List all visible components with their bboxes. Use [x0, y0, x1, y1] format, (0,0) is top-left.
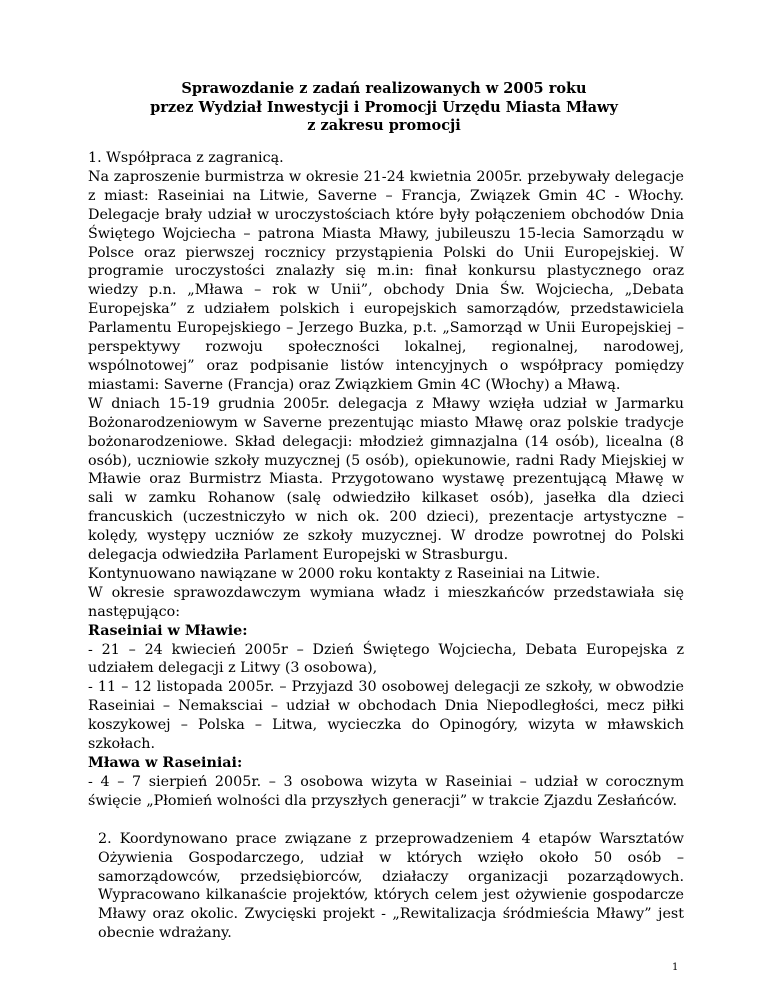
subheading-mlawa-in-raseiniai: Mława w Raseiniai:	[88, 755, 243, 771]
paragraph-exchange-intro: W okresie sprawozdawczym wymiana władz i mieszkańców przedstawiała się następująco:	[88, 584, 684, 620]
document-title	[0, 80, 768, 136]
title-line-2: przez Wydział Inwestycji i Promocji Urzędu Miasta Mławy	[150, 98, 618, 116]
page-number: 1	[672, 962, 679, 973]
document-body	[88, 149, 684, 943]
spacer	[88, 811, 684, 830]
subheading-raseiniai-in-mlawa: Raseiniai w Mławie:	[88, 622, 248, 639]
title-line-3: z zakresu promocji	[307, 117, 461, 134]
section-1-heading: 1. Współpraca z zagranicą.	[88, 150, 284, 166]
exchange-item-3: - 4 – 7 sierpień 2005r. – 3 osobowa wizyta w Raseiniai – udział w corocznym święcie „Płomień wolności dla przyszłych generacji” w trakcie Zjazdu Zesłańców.	[88, 773, 684, 809]
title-line-1: Sprawozdanie z zadań realizowanych w 2005 roku	[181, 80, 587, 97]
exchange-item-1: - 21 – 24 kwiecień 2005r – Dzień Świętego Wojciecha, Debata Europejska z udziałem delegacji z Litwy (3 osobowa),	[88, 641, 684, 677]
paragraph-raseiniai-contacts: Kontynuowano nawiązane w 2000 roku kontakty z Raseiniai na Litwie.	[88, 565, 601, 582]
paragraph-christmas-fair: W dniach 15-19 grudnia 2005r. delegacja z Mławy wzięła udział w Jarmarku Bożonarodzeniowym w Saverne prezentując miasto Mławę oraz polskie tradycje bożonarodzeniowe. Skład delegacji: młodzież gimnazjalna (14 osób), licealna (8 osób), uczniowie szkoły muzycznej (5 osób), opiekunowie, radni Rady Miejskiej w Mławie oraz Burmistrz Miasta. Przygotowano wystawę prezentującą Mławę w sali w zamku Rohanow (salę odwiedziło kilkaset osób), jasełka dla dzieci francuskich (uczestniczyło w nich ok. 200 dzieci), prezentacje artystyczne – kolędy, występy uczniów ze szkoły muzycznej. W drodze powrotnej do Polski delegacja odwiedziła Parlament Europejski w Strasburgu.	[88, 395, 684, 564]
section-2-paragraph: 2. Koordynowano prace związane z przeprowadzeniem 4 etapów Warsztatów Ożywienia Gospodarczego, udział w których wzięło około 50 osób – samorządowców, przedsiębiorców, działaczy organizacji pozarządowych. Wypracowano kilkanaście projektów, których celem jest ożywienie gospodarcze Mławy oraz okolic. Zwycięski projekt - „Rewitalizacja śródmieścia Mławy” jest obecnie wdrażany.	[98, 830, 684, 942]
exchange-item-2: - 11 – 12 listopada 2005r. – Przyjazd 30 osobowej delegacji ze szkoły, w obwodzie Raseiniai – Nemaksciai – udział w obchodach Dnia Niepodległości, mecz piłki koszykowej – Polska – Litwa, wycieczka do Opinogóry, wizyta w mławskich szkołach.	[88, 679, 684, 753]
paragraph-visits: Na zaproszenie burmistrza w okresie 21-24 kwietnia 2005r. przebywały delegacje z miast: Raseiniai na Litwie, Saverne – Francja, Związek Gmin 4C - Włochy. Delegacje brały udział w uroczystościach które były połączeniem obchodów Dnia Świętego Wojciecha – patrona Miasta Mławy, jubileuszu 15-lecia Samorządu w Polsce oraz pierwszej rocznicy przystąpienia Polski do Unii Europejskiej. W programie uroczystości znalazły się m.in: finał konkursu plastycznego oraz wiedzy p.n. „Mława – rok w Unii”, obchody Dnia Św. Wojciecha, „Debata Europejska” z udziałem polskich i europejskich samorządów, przedstawiciela Parlamentu Europejskiego – Jerzego Buzka, p.t. „Samorząd w Unii Europejskiej – perspektywy rozwoju społeczności lokalnej, regionalnej, narodowej, wspólnotowej” oraz podpisanie listów intencyjnych o współpracy pomiędzy miastami: Saverne (Francja) oraz Związkiem Gmin 4C (Włochy) a Mławą.	[88, 168, 684, 393]
